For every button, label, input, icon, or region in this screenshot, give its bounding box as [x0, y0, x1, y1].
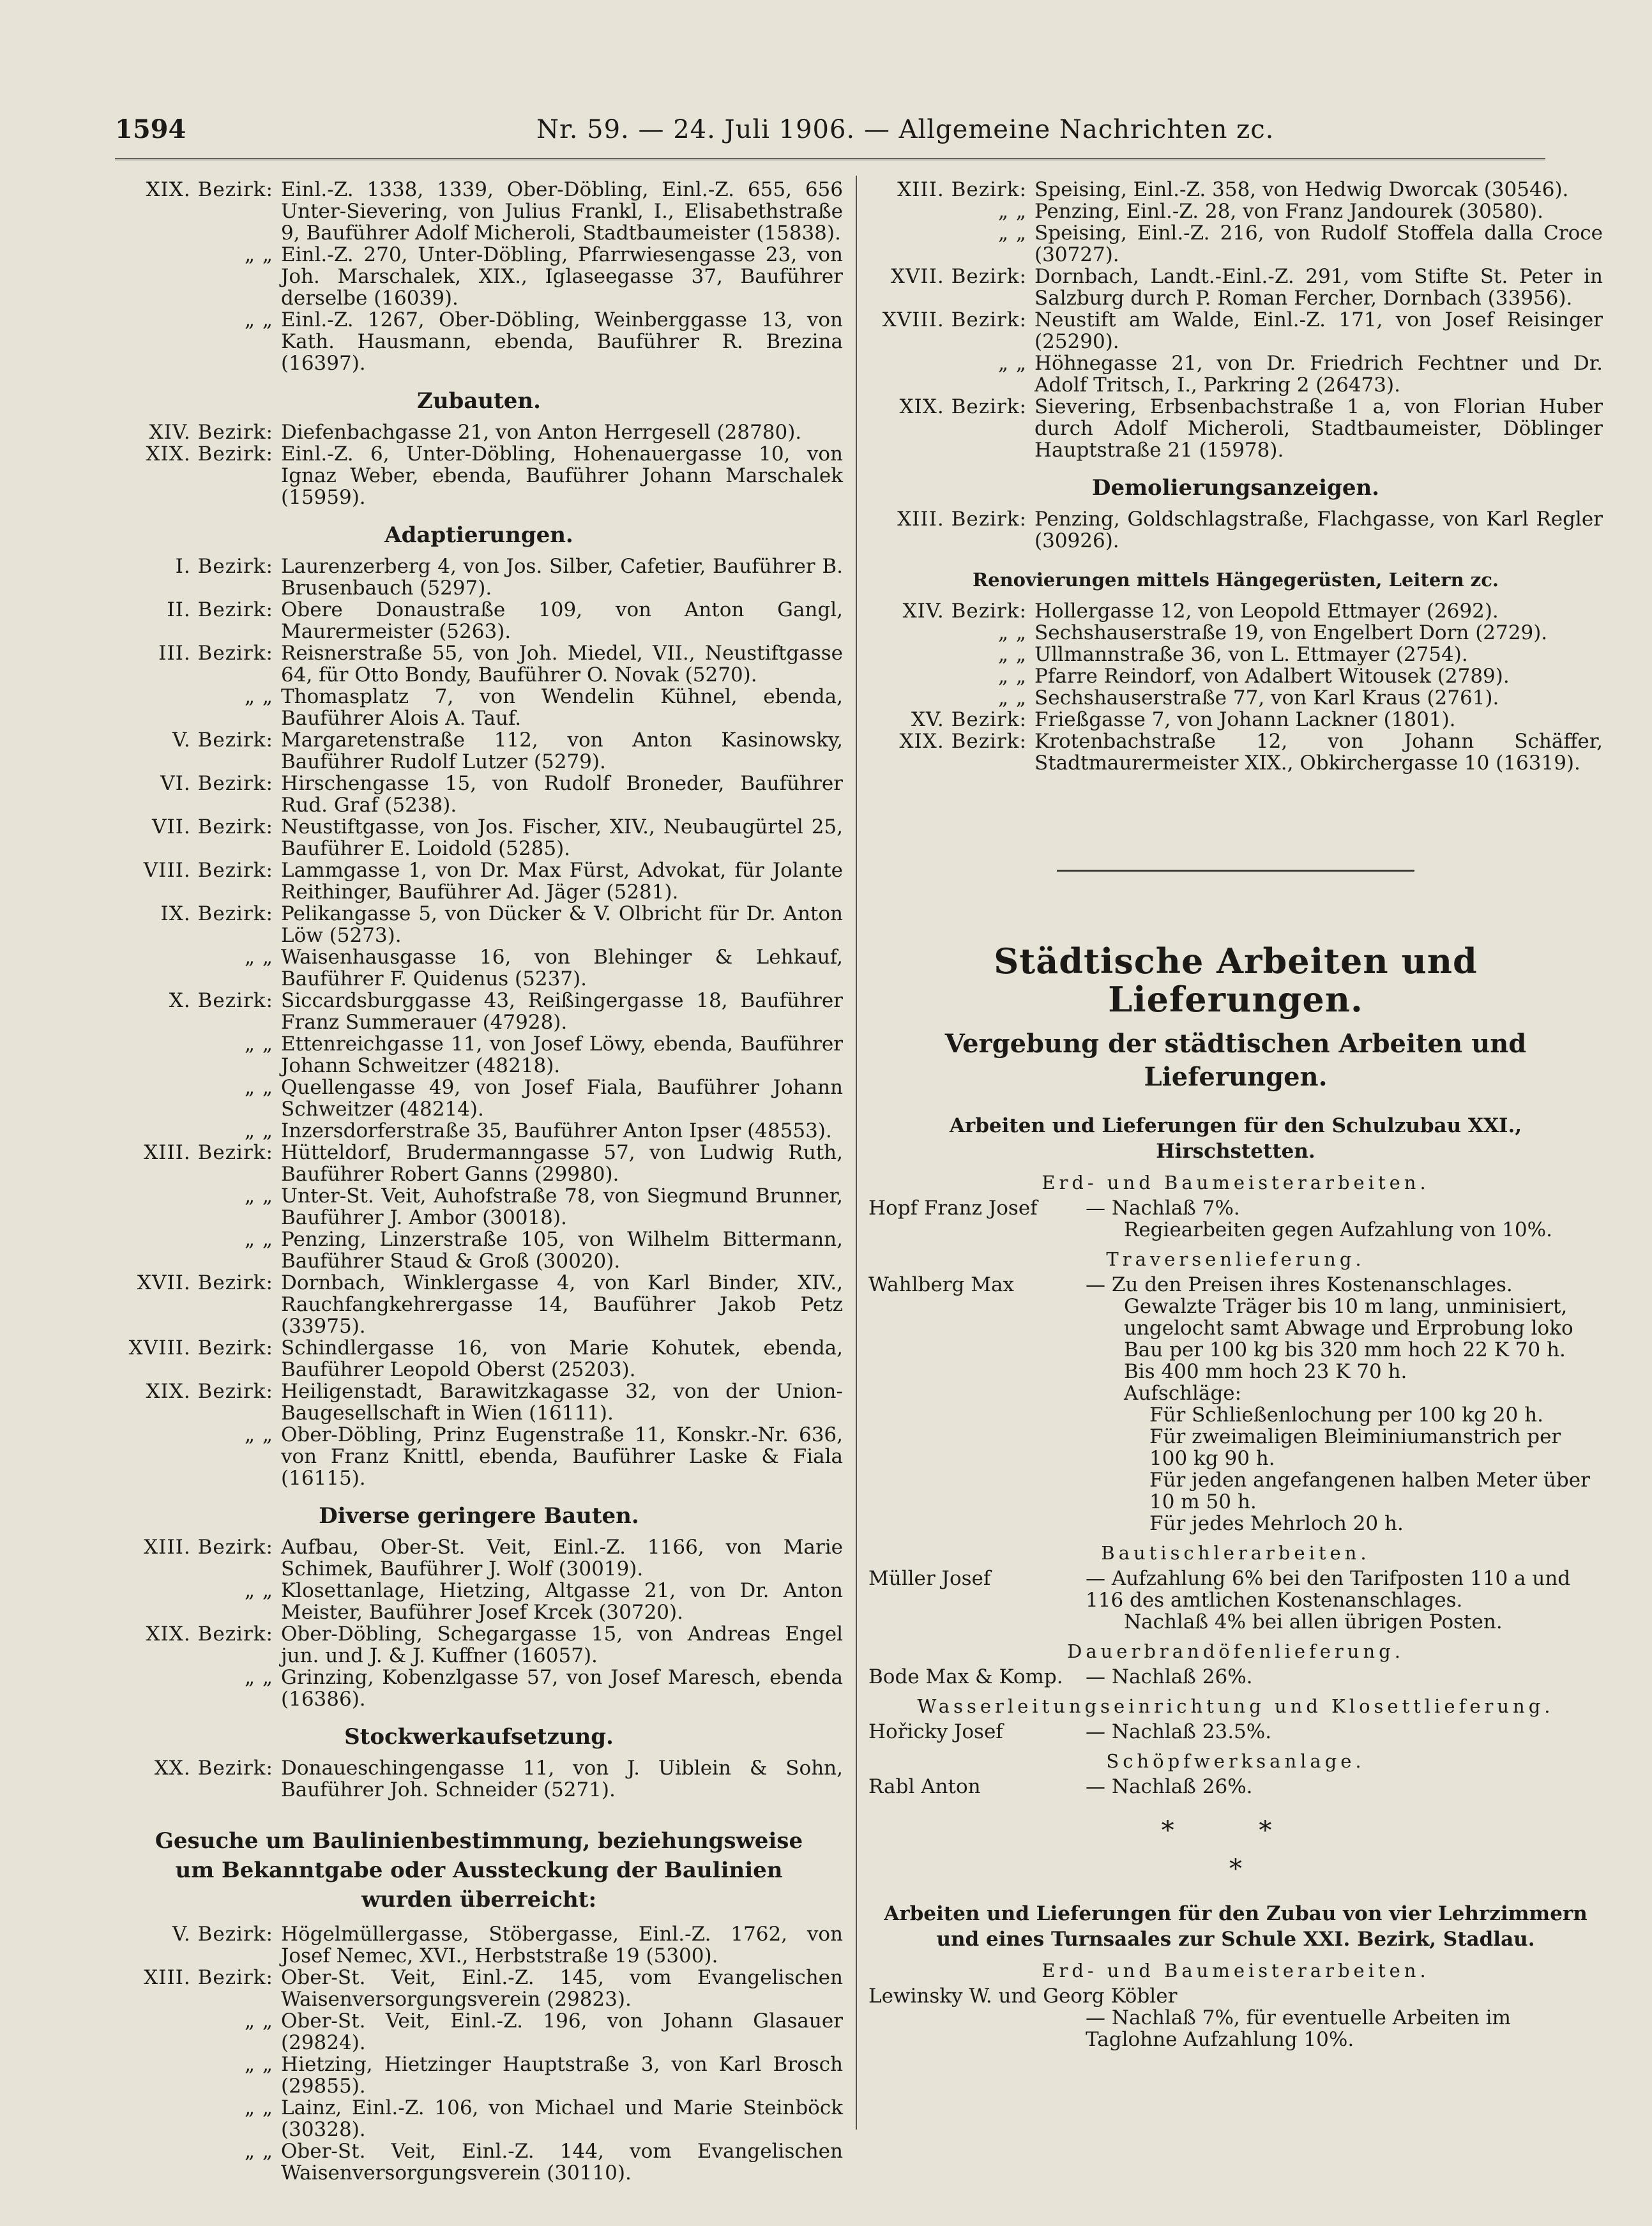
district-label: „ „: [998, 200, 1027, 223]
district-label: II. Bezirk:: [167, 598, 273, 621]
bid-horicky: [868, 1721, 1603, 1743]
entry-text: Dornbach, Winklergasse 4, von Karl Binder, XIV., Rauchfangkehrergasse 14, Bauführer Jakob Petz (33975).: [281, 1271, 843, 1338]
listing-entry: [115, 1667, 843, 1710]
district-label: XIX. Bezirk:: [146, 1380, 273, 1403]
entry-text: Pfarre Reindorf, von Adalbert Witousek (2789).: [1034, 665, 1510, 688]
listing-entry: [115, 599, 843, 642]
listing-entry: [868, 622, 1603, 644]
right-top-list: [868, 179, 1603, 461]
listing-entry: [115, 903, 843, 946]
listing-entry: [115, 1229, 843, 1272]
listing-entry: [115, 2140, 843, 2184]
bid-rabl: [868, 1776, 1603, 1798]
entry-text: Sechshauserstraße 77, von Karl Kraus (2761).: [1034, 686, 1499, 709]
district-label: „ „: [245, 1119, 273, 1142]
section-heading-demolierung: Demolierungsanzeigen.: [1091, 475, 1380, 501]
entry-text: Obere Donaustraße 109, von Anton Gangl, Maurermeister (5263).: [281, 598, 843, 643]
entry-text: Donaueschingengasse 11, von J. Uiblein & Sohn, Bauführer Joh. Schneider (5271).: [281, 1757, 843, 1801]
entry-text: Pelikangasse 5, von Dücker & V. Olbricht für Dr. Anton Löw (5273).: [281, 902, 843, 947]
listing-entry: [115, 1967, 843, 2010]
district-label: „ „: [245, 2096, 273, 2119]
bidder-name: Bode Max & Komp.: [868, 1665, 1063, 1688]
gesuche-list: [115, 1923, 843, 2184]
bid-wahlberg: [868, 1274, 1603, 1534]
entry-text: Heiligenstadt, Barawitzkagasse 32, von der Union-Baugesellschaft in Wien (16111).: [281, 1380, 843, 1425]
zubauten-list: [115, 421, 843, 508]
bid-line: — Zu den Preisen ihres Kostenanschlages.: [1086, 1273, 1513, 1296]
header-rule: [115, 158, 1545, 167]
listing-entry: [868, 352, 1603, 396]
right-column: [868, 179, 1603, 2050]
district-label: „ „: [245, 1185, 273, 1208]
district-label: XIV. Bezirk:: [149, 421, 273, 444]
bid-hopf: [868, 1197, 1603, 1241]
listing-entry: [115, 729, 843, 773]
entry-text: Grinzing, Kobenzlgasse 57, von Josef Maresch, ebenda (16386).: [281, 1666, 843, 1711]
district-label: „ „: [998, 621, 1027, 644]
listing-entry: [868, 201, 1603, 222]
entry-text: Ober-Döbling, Schegargasse 15, von Andreas Engel jun. und J. & J. Kuffner (16057).: [281, 1623, 843, 1667]
bid-line: — Nachlaß 7%.: [1086, 1197, 1240, 1220]
listing-entry: [868, 644, 1603, 665]
listing-entry: [115, 1580, 843, 1623]
left-column: [115, 179, 843, 2184]
dauerbrand-heading: Dauerbrandöfenlieferung.: [1067, 1640, 1404, 1662]
bidder-name: Müller Josef: [868, 1567, 991, 1590]
entry-text: Penzing, Goldschlagstraße, Flachgasse, von Karl Regler (30926).: [1034, 508, 1603, 552]
listing-entry: [115, 1337, 843, 1381]
listing-entry: [868, 665, 1603, 687]
district-label: „ „: [245, 2010, 273, 2033]
district-label: „ „: [245, 2053, 273, 2076]
page-number: 1594: [115, 114, 186, 144]
wasser-heading: Wasserleitungseinrichtung und Klosettlieferung.: [917, 1695, 1554, 1717]
listing-entry: [115, 2054, 843, 2097]
entry-text: Margaretenstraße 112, von Anton Kasinowsky, Bauführer Rudolf Lutzer (5279).: [281, 729, 843, 773]
district-label: „ „: [998, 352, 1027, 375]
listing-entry: [868, 600, 1603, 622]
listing-entry: [115, 1923, 843, 1967]
part1-heading: Arbeiten und Lieferungen für den Schulzubau XXI., Hirschstetten.: [949, 1114, 1522, 1163]
entry-text: Hollergasse 12, von Leopold Ettmayer (2692).: [1034, 600, 1499, 623]
entry-text: Inzersdorferstraße 35, Bauführer Anton Ipser (48553).: [281, 1119, 832, 1142]
district-label: XIX. Bezirk:: [146, 178, 273, 201]
staedtische-title: Städtische Arbeiten und Lieferungen.: [994, 941, 1478, 1020]
bidder-name: Lewinsky W. und Georg Köbler: [868, 1985, 1178, 2008]
listing-entry: [115, 1757, 843, 1801]
stockwerk-list: [115, 1757, 843, 1801]
entry-text: Laurenzerberg 4, von Jos. Silber, Cafetier, Bauführer B. Brusenbauch (5297).: [281, 555, 843, 600]
district-label: XV. Bezirk:: [911, 708, 1027, 731]
district-label: XIII. Bezirk:: [144, 1966, 273, 1989]
entry-text: Einl.-Z. 6, Unter-Döbling, Hohenauergasse 10, von Ignaz Weber, ebenda, Bauführer Johann Marschalek (15959).: [281, 443, 843, 509]
entry-text: Högelmüllergasse, Stöbergasse, Einl.-Z. 1762, von Josef Nemec, XVI., Herbststraße 19 (5300).: [281, 1923, 843, 1967]
district-label: „ „: [998, 643, 1027, 666]
bidder-name: Rabl Anton: [868, 1775, 981, 1798]
bid-mueller: [868, 1568, 1603, 1633]
district-label: X. Bezirk:: [169, 989, 273, 1012]
asterisk-separator-2: *: [1229, 1854, 1242, 1884]
listing-entry: [115, 421, 843, 443]
listing-entry: [115, 816, 843, 859]
section-heading-renovierungen: Renovierungen mittels Hängegerüsten, Leitern zc.: [973, 569, 1499, 591]
district-label: XIX. Bezirk:: [899, 395, 1027, 418]
page-header: [115, 107, 1545, 152]
entry-text: Ober-St. Veit, Einl.-Z. 196, von Johann Glasauer (29824).: [281, 2010, 843, 2054]
district-label: III. Bezirk:: [158, 642, 273, 665]
bidder-name: Hořicky Josef: [868, 1720, 1003, 1743]
listing-entry: [868, 731, 1603, 774]
entry-text: Frießgasse 7, von Johann Lackner (1801).: [1034, 708, 1456, 731]
bid-line: Nachlaß 4% bei allen übrigen Posten.: [1124, 1610, 1503, 1633]
bid-line: Bis 400 mm hoch 23 K 70 h.: [1124, 1360, 1407, 1383]
asterisk-separator: * *: [1161, 1816, 1310, 1845]
section-heading-adaptierungen: Adaptierungen.: [384, 522, 573, 548]
listing-entry: [115, 642, 843, 686]
district-label: „ „: [245, 1579, 273, 1602]
entry-text: Lainz, Einl.-Z. 106, von Michael und Marie Steinböck (30328).: [281, 2096, 843, 2141]
district-label: XIII. Bezirk:: [144, 1536, 273, 1559]
district-label: VII. Bezirk:: [151, 815, 273, 838]
bid-line: Regiearbeiten gegen Aufzahlung von 10%.: [1124, 1218, 1552, 1241]
vergebung-title: Vergebung der städtischen Arbeiten und Lieferungen.: [944, 1029, 1527, 1092]
listing-entry: [115, 1424, 843, 1489]
listing-entry: [115, 1623, 843, 1667]
listing-entry: [868, 179, 1603, 201]
listing-entry: [115, 1272, 843, 1337]
entry-text: Hirschengasse 15, von Rudolf Broneder, Bauführer Rud. Graf (5238).: [281, 772, 843, 817]
page-title: Nr. 59. — 24. Juli 1906. — Allgemeine Nachrichten zc.: [536, 115, 1275, 144]
listing-entry: [115, 2010, 843, 2054]
adaptierungen-list: [115, 556, 843, 1489]
listing-entry: [115, 443, 843, 508]
district-label: „ „: [998, 665, 1027, 688]
entry-text: Speising, Einl.-Z. 216, von Rudolf Stoffela dalla Croce (30727).: [1034, 222, 1603, 266]
erd-baumeister-heading-1: Erd- und Baumeisterarbeiten.: [1042, 1172, 1430, 1193]
entry-text: Einl.-Z. 1338, 1339, Ober-Döbling, Einl.-Z. 655, 656 Unter-Sievering, von Julius Frankl, I., Elisabethstraße 9, Bauführer Adolf Micheroli, Stadtbaumeister (15838).: [281, 178, 843, 245]
entry-text: Penzing, Einl.-Z. 28, von Franz Jandourek (30580).: [1034, 200, 1543, 223]
entry-text: Klosettanlage, Hietzing, Altgasse 21, von Dr. Anton Meister, Bauführer Josef Krcek (30720).: [281, 1579, 843, 1624]
district-label: „ „: [245, 1423, 273, 1446]
entry-text: Ober-St. Veit, Einl.-Z. 145, vom Evangelischen Waisenversorgungsverein (29823).: [281, 1966, 843, 2011]
district-label: „ „: [245, 243, 273, 266]
listing-entry: [115, 1033, 843, 1077]
tischler-heading: Bautischlerarbeiten.: [1101, 1542, 1370, 1564]
listing-entry: [115, 1381, 843, 1424]
entry-text: Siccardsburggasse 43, Reißingergasse 18, Bauführer Franz Summerauer (47928).: [281, 989, 843, 1034]
district-label: XIII. Bezirk:: [144, 1141, 273, 1164]
bid-line: Für jedes Mehrloch 20 h.: [1149, 1512, 1404, 1535]
listing-entry: [868, 222, 1603, 266]
district-label: „ „: [998, 686, 1027, 709]
district-label: „ „: [245, 946, 273, 969]
district-label: XVII. Bezirk:: [890, 265, 1027, 288]
bid-line: — Aufzahlung 6% bei den Tarifposten 110 a und 116 des amtlichen Kostenanschlages.: [1086, 1567, 1571, 1612]
entry-text: Reisnerstraße 55, von Joh. Miedel, VII., Neustiftgasse 64, für Otto Bondy, Bauführer O. Novak (5270).: [281, 642, 843, 686]
diverse-list: [115, 1536, 843, 1710]
bid-line: Für jeden angefangenen halben Meter über 10 m 50 h.: [1149, 1469, 1590, 1513]
listing-entry: [868, 396, 1603, 461]
traversen-heading: Traversenlieferung.: [1106, 1248, 1365, 1270]
district-label: „ „: [245, 1076, 273, 1099]
entry-text: Penzing, Linzerstraße 105, von Wilhelm Bittermann, Bauführer Staud & Groß (30020).: [281, 1228, 843, 1273]
listing-entry: [115, 309, 843, 374]
listing-entry: [868, 508, 1603, 552]
entry-text: Lammgasse 1, von Dr. Max Fürst, Advokat, für Jolante Reithinger, Bauführer Ad. Jäger (5281).: [281, 859, 843, 904]
entry-text: Einl.-Z. 1267, Ober-Döbling, Weinberggasse 13, von Kath. Hausmann, ebenda, Bauführer R. Brezina (16397).: [281, 308, 843, 375]
bidder-name: Wahlberg Max: [868, 1273, 1014, 1296]
listing-entry: [868, 309, 1603, 352]
entry-text: Ober-Döbling, Prinz Eugenstraße 11, Konskr.-Nr. 636, von Franz Knittl, ebenda, Bauführer Laske & Fiala (16115).: [281, 1423, 843, 1490]
listing-entry: [115, 1077, 843, 1120]
bid-line: Aufschläge:: [1124, 1382, 1242, 1405]
district-label: XVII. Bezirk:: [137, 1271, 273, 1294]
listing-entry: [115, 686, 843, 729]
listing-entry: [115, 859, 843, 903]
entry-text: Sievering, Erbsenbachstraße 1 a, von Florian Huber durch Adolf Micheroli, Stadtbaumeister, Döblinger Hauptstraße 21 (15978).: [1034, 395, 1603, 462]
district-label: „ „: [245, 308, 273, 331]
entry-text: Einl.-Z. 270, Unter-Döbling, Pfarrwiesengasse 23, von Joh. Marschalek, XIX., Iglaseegasse 37, Bauführer derselbe (16039).: [281, 243, 843, 310]
section-rule: [1057, 870, 1414, 872]
district-label: XIX. Bezirk:: [146, 443, 273, 466]
listing-entry: [868, 687, 1603, 709]
entry-text: Höhnegasse 21, von Dr. Friedrich Fechtner und Dr. Adolf Tritsch, I., Parkring 2 (26473).: [1034, 352, 1603, 397]
listing-entry: [115, 179, 843, 244]
entry-text: Schindlergasse 16, von Marie Kohutek, ebenda, Bauführer Leopold Oberst (25203).: [281, 1336, 843, 1381]
district-label: „ „: [245, 1033, 273, 1056]
district-label: XIX. Bezirk:: [899, 730, 1027, 753]
section-heading-gesuche: Gesuche um Baulinienbestimmung, beziehungsweise um Bekanntgabe oder Aussteckung der Baulinien wurden überreicht:: [155, 1828, 803, 1912]
renovierungen-list: [868, 600, 1603, 774]
listing-entry: [868, 266, 1603, 309]
district-label: VIII. Bezirk:: [143, 859, 273, 882]
column-divider: [856, 176, 857, 2130]
listing-entry: [115, 556, 843, 599]
district-label: IX. Bezirk:: [160, 902, 273, 925]
bid-line: — Nachlaß 26%.: [1086, 1665, 1253, 1688]
district-label: I. Bezirk:: [175, 555, 273, 578]
bid-bode: [868, 1666, 1603, 1688]
listing-entry: [115, 2097, 843, 2140]
bid-line: Gewalzte Träger bis 10 m lang, unminisiert, ungelocht samt Abwage und Erprobung loko Bau per 100 kg bis 320 mm hoch 22 K 70 h.: [1124, 1295, 1573, 1361]
erd-baumeister-heading-2: Erd- und Baumeisterarbeiten.: [1042, 1960, 1430, 1981]
section-heading-zubauten: Zubauten.: [417, 388, 541, 414]
bid-line: — Nachlaß 26%.: [1086, 1775, 1253, 1798]
district-label: XIV. Bezirk:: [902, 600, 1027, 623]
district-label: XIII. Bezirk:: [897, 508, 1027, 531]
part2-heading: Arbeiten und Lieferungen für den Zubau von vier Lehrzimmern und eines Turnsaales zur Schule XXI. Bezirk, Stadlau.: [884, 1902, 1588, 1951]
listing-entry: [115, 990, 843, 1033]
entry-text: Unter-St. Veit, Auhofstraße 78, von Siegmund Brunner, Bauführer J. Ambor (30018).: [281, 1185, 843, 1229]
entry-text: Hütteldorf, Brudermanngasse 57, von Ludwig Ruth, Bauführer Robert Ganns (29980).: [281, 1141, 843, 1186]
district-label: XIII. Bezirk:: [897, 178, 1027, 201]
district-label: XVIII. Bezirk:: [882, 308, 1027, 331]
district-label: „ „: [245, 2140, 273, 2163]
bid-lewinsky: [868, 1985, 1603, 2050]
bid-line: — Nachlaß 23.5%.: [1086, 1720, 1272, 1743]
bid-line: — Nachlaß 7%, für eventuelle Arbeiten im Taglohne Aufzahlung 10%.: [1086, 2006, 1511, 2051]
entry-text: Waisenhausgasse 16, von Blehinger & Lehkauf, Bauführer F. Quidenus (5237).: [281, 946, 843, 990]
entry-text: Ober-St. Veit, Einl.-Z. 144, vom Evangelischen Waisenversorgungsverein (30110).: [281, 2140, 843, 2184]
section-heading-stockwerk: Stockwerkaufsetzung.: [344, 1724, 614, 1750]
district-label: VI. Bezirk:: [160, 772, 273, 795]
entry-text: Neustift am Walde, Einl.-Z. 171, von Josef Reisinger (25290).: [1034, 308, 1603, 353]
district-label: „ „: [245, 685, 273, 708]
listing-entry: [115, 946, 843, 990]
listing-entry: [115, 773, 843, 816]
entry-text: Thomasplatz 7, von Wendelin Kühnel, ebenda, Bauführer Alois A. Tauf.: [281, 685, 843, 730]
listing-entry: [115, 1142, 843, 1185]
listing-entry: [115, 1120, 843, 1142]
section-heading-diverse: Diverse geringere Bauten.: [319, 1503, 639, 1529]
listing-entry: [868, 709, 1603, 731]
entry-text: Ettenreichgasse 11, von Josef Löwy, ebenda, Bauführer Johann Schweitzer (48218).: [281, 1033, 843, 1077]
intro-list: [115, 179, 843, 374]
listing-entry: [115, 1185, 843, 1229]
entry-text: Krotenbachstraße 12, von Johann Schäffer, Stadtmaurermeister XIX., Obkirchergasse 10 (16319).: [1034, 730, 1603, 775]
district-label: V. Bezirk:: [172, 1923, 273, 1946]
district-label: V. Bezirk:: [172, 729, 273, 752]
entry-text: Aufbau, Ober-St. Veit, Einl.-Z. 1166, von Marie Schimek, Bauführer J. Wolf (30019).: [281, 1536, 843, 1580]
entry-text: Dornbach, Landt.-Einl.-Z. 291, vom Stifte St. Peter in Salzburg durch P. Roman Fercher, Dornbach (33956).: [1034, 265, 1603, 310]
entry-text: Quellengasse 49, von Josef Fiala, Bauführer Johann Schweitzer (48214).: [281, 1076, 843, 1121]
entry-text: Ullmannstraße 36, von L. Ettmayer (2754).: [1034, 643, 1468, 666]
bid-line: Für zweimaligen Bleiminiumanstrich per 100 kg 90 h.: [1149, 1425, 1561, 1470]
demolierung-list: [868, 508, 1603, 552]
district-label: XVIII. Bezirk:: [128, 1336, 273, 1359]
entry-text: Hietzing, Hietzinger Hauptstraße 3, von Karl Brosch (29855).: [281, 2053, 843, 2098]
listing-entry: [115, 244, 843, 309]
district-label: „ „: [245, 1666, 273, 1689]
entry-text: Sechshauserstraße 19, von Engelbert Dorn (2729).: [1034, 621, 1548, 644]
bid-line: Für Schließenlochung per 100 kg 20 h.: [1149, 1404, 1543, 1427]
district-label: XIX. Bezirk:: [146, 1623, 273, 1646]
listing-entry: [115, 1536, 843, 1580]
bidder-name: Hopf Franz Josef: [868, 1197, 1038, 1220]
district-label: „ „: [245, 1228, 273, 1251]
district-label: XX. Bezirk:: [154, 1757, 273, 1780]
entry-text: Diefenbachgasse 21, von Anton Herrgesell (28780).: [281, 421, 802, 444]
schoepfwerk-heading: Schöpfwerksanlage.: [1106, 1750, 1365, 1772]
entry-text: Speising, Einl.-Z. 358, von Hedwig Dworcak (30546).: [1034, 178, 1569, 201]
district-label: „ „: [998, 222, 1027, 245]
entry-text: Neustiftgasse, von Jos. Fischer, XIV., Neubaugürtel 25, Bauführer E. Loidold (5285).: [281, 815, 843, 860]
